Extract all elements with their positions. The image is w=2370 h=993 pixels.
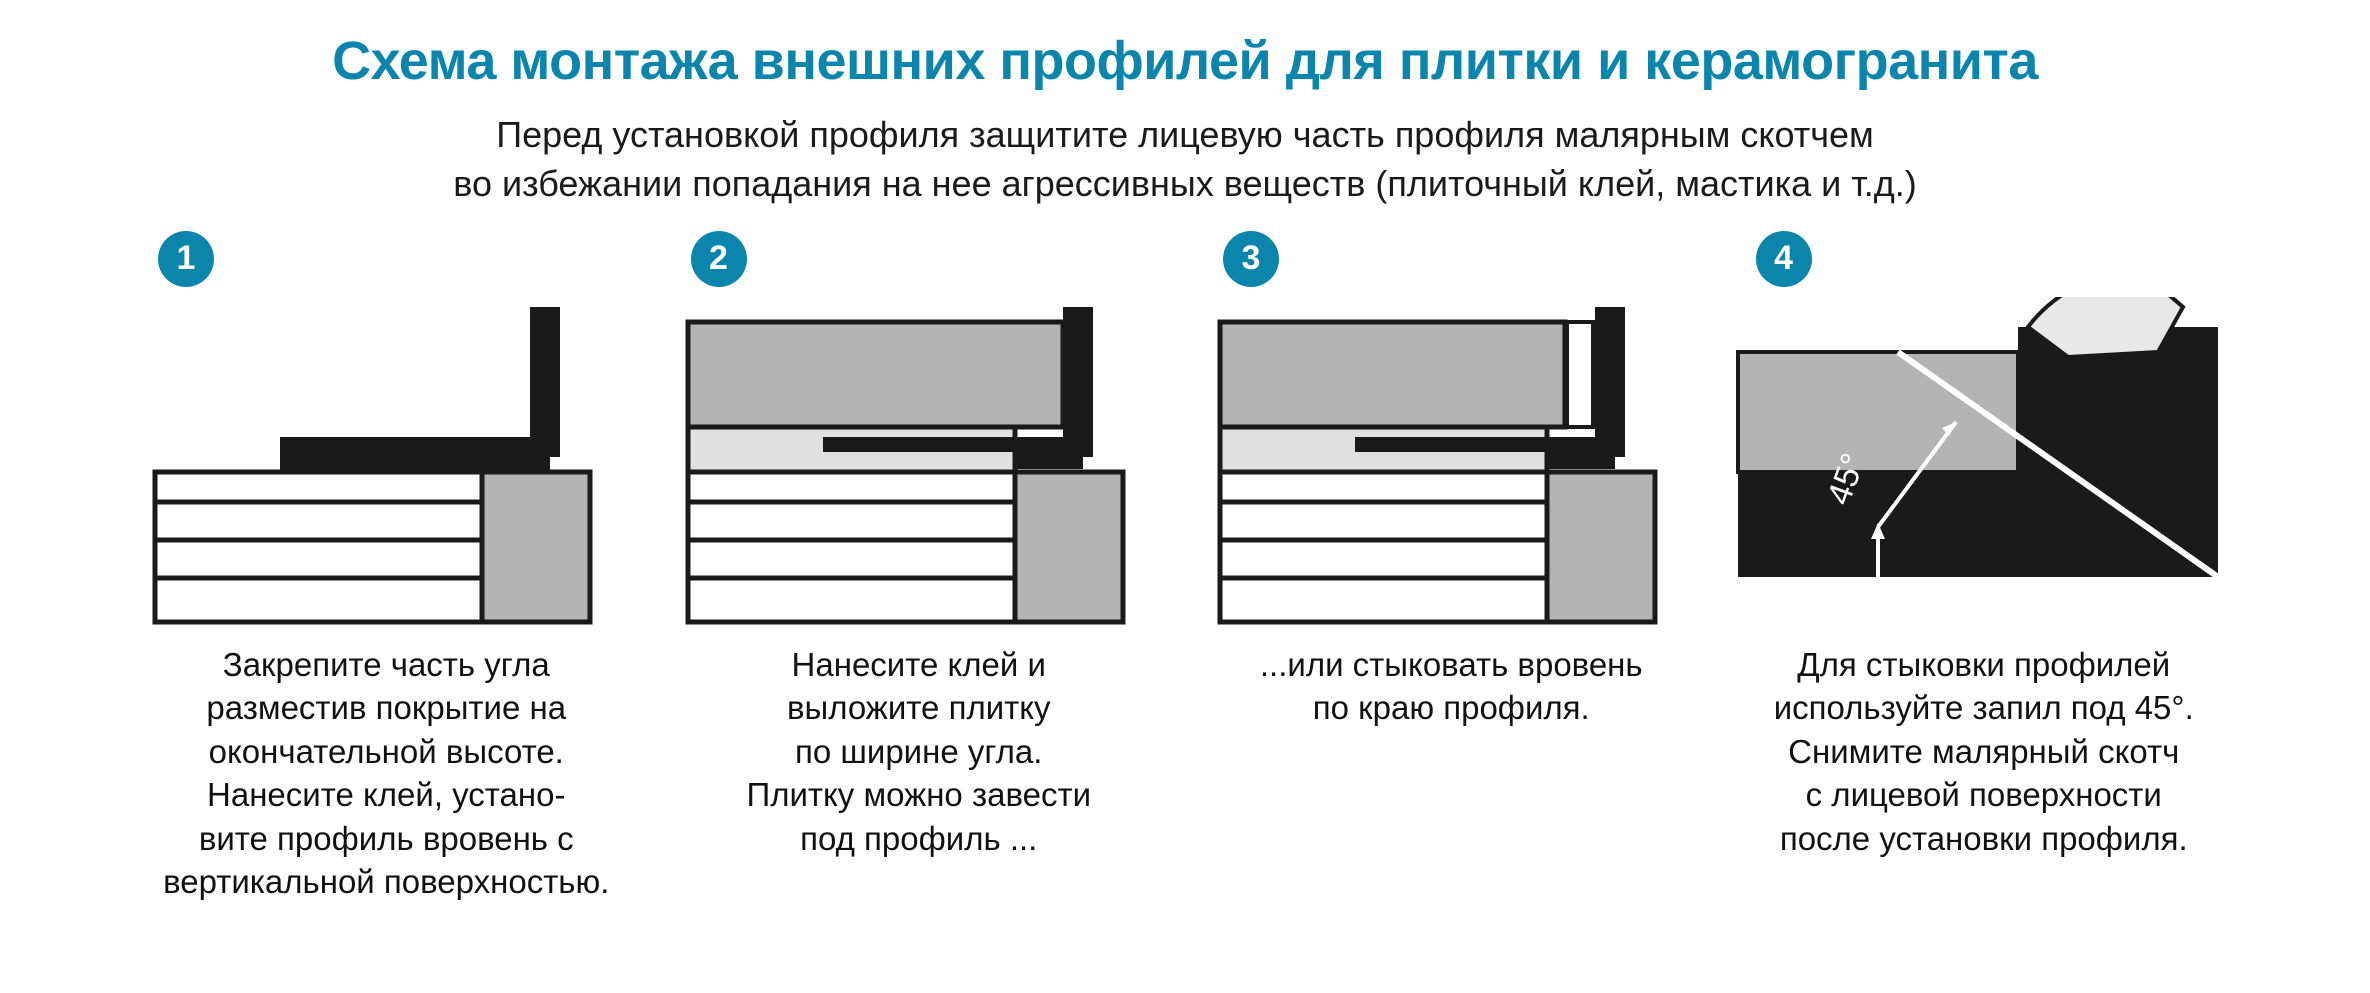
step-1-badge: 1 xyxy=(158,231,214,287)
step-1-caption xyxy=(130,643,643,904)
caption-line: ...или стыковать вровень xyxy=(1259,645,1643,683)
caption-line: Нанесите клей, устано- xyxy=(207,776,566,814)
page-subtitle xyxy=(0,111,2370,208)
caption-line: вите профиль вровень с xyxy=(198,819,574,857)
caption-line: Для стыковки профилей xyxy=(1797,645,2171,683)
step-4-caption xyxy=(1728,643,2241,861)
step-3 xyxy=(1185,231,1718,904)
step-4-badge: 4 xyxy=(1756,231,1812,287)
step-2-caption xyxy=(663,643,1176,861)
step-3-badge: 3 xyxy=(1223,231,1279,287)
subtitle-line-1: Перед установкой профиля защитите лицевую часть профиля малярным скотчем xyxy=(496,114,1874,156)
caption-line: выложите плитку xyxy=(786,689,1051,727)
caption-line: по краю профиля. xyxy=(1312,689,1590,727)
caption-line: используйте запил под 45°. xyxy=(1773,689,2194,727)
caption-line: Снимите малярный скотч xyxy=(1788,732,2180,770)
caption-line: Закрепите часть угла xyxy=(222,645,550,683)
caption-line: по ширине угла. xyxy=(795,732,1043,770)
caption-line: вертикальной поверхностью. xyxy=(163,863,610,901)
caption-line: Плитку можно завести xyxy=(746,776,1092,814)
caption-line: Нанесите клей и xyxy=(791,645,1046,683)
caption-line: с лицевой поверхности xyxy=(1805,776,2162,814)
caption-line: окончательной высоте. xyxy=(208,732,564,770)
step-4 xyxy=(1718,231,2251,904)
steps-row xyxy=(0,231,2370,904)
step-3-caption xyxy=(1195,643,1708,730)
step-2-badge: 2 xyxy=(691,231,747,287)
step-1-illustration xyxy=(130,297,643,627)
caption-line: разместив покрытие на xyxy=(206,689,567,727)
step-3-illustration xyxy=(1195,297,1708,627)
page-title: Схема монтажа внешних профилей для плитки и керамогранита xyxy=(332,31,2038,91)
step-4-illustration xyxy=(1728,297,2241,627)
step-2 xyxy=(653,231,1186,904)
angle-label: 45° xyxy=(1819,447,1873,510)
caption-line: под профиль ... xyxy=(800,819,1038,857)
step-1 xyxy=(120,231,653,904)
caption-line: после установки профиля. xyxy=(1779,819,2188,857)
subtitle-line-2: во избежании попадания на нее агрессивных веществ (плиточный клей, мастика и т.д.) xyxy=(453,162,1917,204)
step-2-illustration xyxy=(663,297,1176,627)
